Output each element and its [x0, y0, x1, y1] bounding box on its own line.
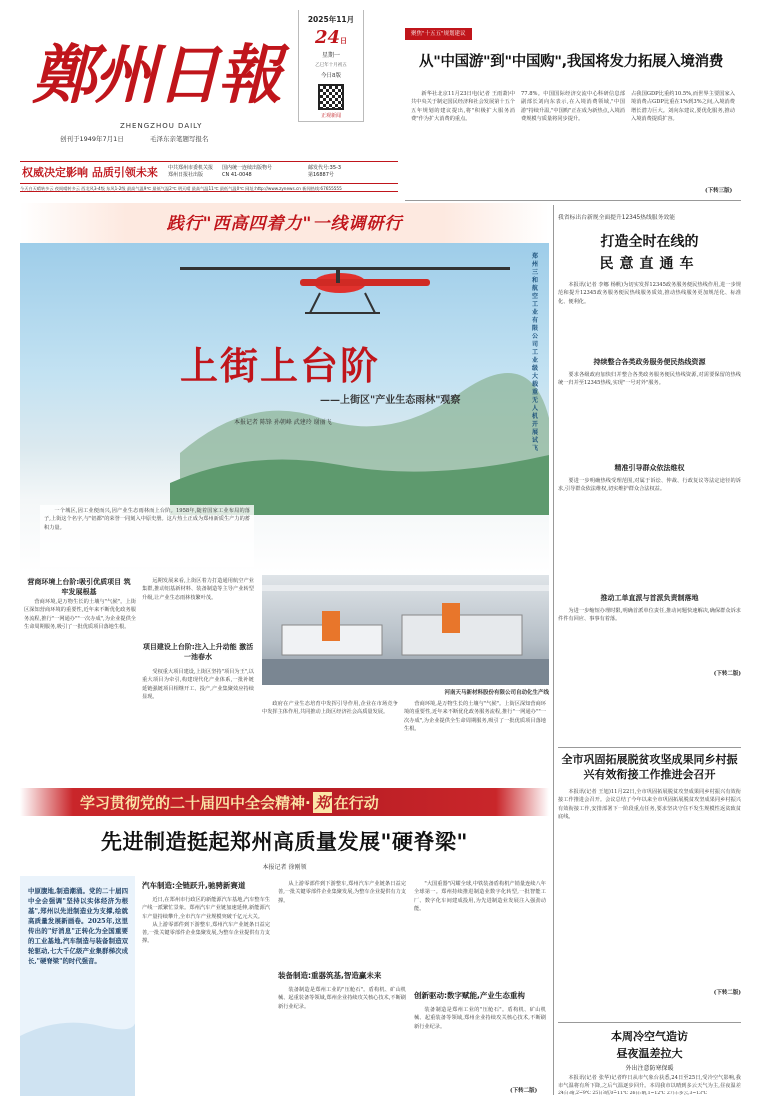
date-day: [299, 27, 363, 48]
feature-col-1: [24, 598, 136, 758]
masthead-char-4: 報: [218, 38, 280, 113]
masthead-org: [168, 165, 213, 179]
right-story-2: [558, 752, 741, 1018]
weather-body-text: 本报讯(记者 张华)记者昨日从市气象台获悉,24日至25日,受冷空气影响,我市气温将有所下降,之后气温逐步回升。本周我市以晴到多云天气为主,昼夜温差: [558, 1075, 741, 1089]
right-story-p2-text: 要求各级政府加快归并整合各类政务服务便民热线资源,对需要保留的热线统一归并至12345热线,实现"一号对外"服务。: [558, 372, 741, 387]
study-banner-stamp: 郑: [314, 794, 330, 812]
bottom-intro-text: 中原腹地,制造潮涌。党的二十届四中全会强调"坚持以实体经济为根基",郑州以先进制造业为支撑,绘就高质量发展新画卷。2025年,这里传出的"好消息"正转化为全国重要的工业基地,汽车制造与装备制造双轮驱动,七大千亿级产业集群梯次成长,"硬脊梁"的时代强音。: [28, 887, 128, 965]
bottom-sec1-heading: 汽车制造:全链跃升,驰骋新赛道: [142, 881, 246, 890]
right-story-2-title: 全市巩固拓展脱贫攻坚成果同乡村振兴有效衔接工作推进会召开: [561, 753, 738, 781]
cn-number: CN 41-0048: [222, 172, 252, 178]
weather-title-2: 昼夜温差拉大: [616, 1047, 683, 1060]
factory-scene: [262, 575, 549, 685]
org-line-2: 郑州日报社出版: [168, 172, 204, 178]
bottom-sec3: [414, 990, 546, 1001]
right-story-h2: 精准引导群众依法维权: [614, 464, 685, 472]
date-lunar: 乙巳年十月初五: [315, 63, 347, 68]
masthead-char-3: 日: [156, 38, 218, 113]
postal-code: 邮发代号:35-3: [308, 165, 342, 171]
masthead-pinyin: ZHENGZHOU DAILY: [120, 122, 203, 130]
bottom-col-2: [278, 986, 406, 1096]
right-story-p3: [558, 477, 741, 589]
weather-title-1: 本周冷空气造访: [611, 1030, 688, 1043]
feature-col4-text: 政府在产业生态培育中发挥引导作用,企业在市场竞争中发挥主体作用,共同推动上街区经济社会高质量发展。: [262, 701, 398, 716]
top-story-more[interactable]: (下转三版): [705, 188, 733, 194]
date-weekday: 星期一: [321, 52, 340, 59]
bottom-col3-text-b: 装备制造是郑州工业的"压舱石"。盾构机、矿山机械、起重装备等领域,郑州企业持续攻关核心技术,不断刷新行业纪录。: [414, 1007, 546, 1030]
date-day-unit: 日: [340, 36, 348, 45]
qr-label: 正观新闻: [320, 113, 341, 119]
qr-code[interactable]: [318, 84, 344, 110]
study-banner-text: 学习贯彻党的二十届四中全会精神·: [80, 794, 311, 812]
drone-icon: [180, 267, 510, 313]
masthead-registration: [222, 165, 272, 179]
bottom-sec2-heading: 装备制造:重器筑基,智造赢未来: [278, 971, 382, 980]
feature-kicker-bar: [20, 203, 549, 243]
feature-kicker: 践行"西高四着力"一线调研行: [166, 214, 403, 234]
top-story-tag: 聚焦"十五五"规划建议: [405, 28, 472, 40]
bottom-col-2-top: [278, 880, 406, 965]
date-pages: 今日8版: [321, 73, 341, 79]
right-divider-2: [558, 1022, 741, 1023]
top-story-c2: 77.8%。中国国际经济交流中心科研信息部副部长刘向东表示,在入境消费领域,"中国游"持续升温,"中国购"正在成为新热点,入境消费规模与质量将同步提升。: [521, 91, 625, 122]
weather-story: [558, 1028, 741, 1098]
bottom-headline: 先进制造挺起郑州高质量发展"硬脊梁": [101, 830, 468, 854]
masthead-rule: [20, 161, 398, 162]
masthead-title: [32, 16, 294, 136]
study-banner-text-wrap: [80, 792, 379, 813]
bottom-sec3-heading: 创新驱动:数字赋能,产业生态重构: [414, 991, 525, 1000]
feature-col-2: [142, 668, 254, 760]
right-story-title-2: 民意直通车: [599, 256, 700, 272]
feature-sec2: [142, 642, 254, 662]
bottom-col3-text: 装备制造是郑州工业的"压舱石"。盾构机、矿山机械、起重装备等领域,郑州企业持续攻关核心技术,不断刷新行业纪录。: [278, 987, 406, 1010]
right-story-h1: 持续整合各类政务服务便民热线资源: [593, 358, 706, 366]
feature-col-4: [404, 700, 546, 760]
right-story-p2: [558, 371, 741, 459]
feature-col2-text: 受权重大项目建设,上街区坚持"项目为王",以重大项目为牵引,构建现代化产业体系,一批补链延链强链项目相继开工、投产,产业集聚效应持续显现。: [142, 669, 254, 700]
top-story-col-1: [411, 90, 515, 190]
org-line-1: 中共郑州市委机关报: [168, 165, 214, 171]
masthead-char-2: 州: [94, 38, 156, 113]
bottom-col-3: [414, 1006, 546, 1086]
top-story-col-2: [521, 90, 625, 190]
weather-forecast: 24日:晴,2~9℃ 25日:晴,0~11℃ 26日:晴,1~12℃ 27日:多云,3~13℃: [558, 1091, 708, 1096]
feature-byline: 本报记者 陈锋 孙朝峰 武建玲 谢丽飞: [234, 419, 332, 426]
feature-col-2-top: [142, 577, 254, 639]
bottom-col-3-top: [414, 880, 546, 986]
factory-photo-caption: 河南天马新材料股份有限公司自动化生产线: [444, 690, 549, 696]
masthead-postal: [308, 165, 341, 179]
bottom-more[interactable]: (下转二版): [510, 1088, 538, 1094]
bottom-col-1: [142, 896, 270, 1096]
feature-col-3: [262, 700, 398, 760]
right-story-p1-text: 本报讯(记者 李娜 杨帆)为切实发挥12345政务服务便民热线作用,进一步规范和提升12345政务服务便民热线服务质效,推动热线服务更加规范化、标准化、便利化。: [558, 282, 741, 305]
weather-body: [558, 1074, 741, 1091]
top-story-c3: 占我国GDP比重约10.5%,而世界主要国家入境消费占GDP比重在1%到3%之间,入境消费增长潜力巨大。刘向东建议,要优化服务,推动入境消费提质扩容。: [631, 91, 735, 122]
right-story-p4: [558, 607, 741, 667]
date-box: [298, 10, 364, 122]
right-story-more[interactable]: (下转二版): [713, 671, 741, 677]
masthead: [20, 10, 412, 170]
factory-photo: [262, 575, 549, 685]
feature-sec1: [24, 577, 134, 597]
slogan: 权威决定影响 品质引领未来: [22, 166, 158, 179]
masthead-founded: 创刊于1949年7月1日: [60, 135, 124, 143]
feature-col1-text-b: 营商环境,是万物生长的土壤与"气候"。上街区深知营商环境的重要性,近年来不断优化政务服务流程,推行"一网通办""一次办成",为企业提供全生命周期服务,吸引了一批优质项目落地生根。: [404, 701, 546, 732]
feature-col3-text: 远期发展来看,上街区着力打造通用航空产业集群,推动铝基新材料、装备制造等主导产业转型升级,让产业生态雨林枝繁叶茂。: [142, 578, 254, 601]
top-story-col-3: [631, 90, 735, 190]
top-story-lead: 新华社北京11月23日电(记者 王雨萧)中共中央关于制定国民经济和社会发展第十五个五年规划的建议提出,将"积极扩大服务消费"作为扩大消费的重点。: [411, 91, 515, 122]
top-story-title: 从"中国游"到"中国购",我国将发力拓展入境消费: [419, 54, 724, 70]
bottom-col4-text: "大国重器"闪耀全球,中铁装备盾构机产销量连续八年全球第一。郑州持续推进制造业数字化转型,一批智能工厂、数字化车间建成投用,为先进制造业发展注入强劲动能。: [414, 881, 546, 912]
right-story-p4-text: 为进一步缩短办理时限,明确首派单位责任,推动问题快速解决,确保群众诉求件件有回应、事事有着落。: [558, 608, 741, 623]
feature-lead: 一个城区,因工业便而兴,因产业生态雨林而上台阶。1958年,随着国家工业布局的落子,上街这个名字,与"铝都"的荣誉一同刻入中原史册。这片热土正成为郑州新质生产力的蓄积力量。: [44, 508, 250, 531]
masthead-char-1: 鄭: [32, 38, 94, 113]
right-story-p3-text: 要进一步明确热线受理范围,对属于诉讼、仲裁、行政复议等法定途径的诉求,引导群众依法维权,切实维护群众合法权益。: [558, 478, 741, 493]
column-divider: [553, 205, 554, 1095]
right-divider-1: [558, 747, 741, 748]
right-story: [558, 212, 741, 742]
date-day-number: 24: [314, 27, 341, 48]
bottom-col2-text: 从上游零部件到下游整车,郑州汽车产业链条日益完善,一批关键零部件企业集聚发展,为整车企业提供有力支撑。: [142, 921, 270, 945]
bottom-byline: 本报记者 徐刚领: [262, 864, 307, 871]
feature-sec2-heading: 项目建设上台阶:注入上升动能 激活一池春水: [142, 643, 254, 661]
right-story-h3: 推动工单直派与首派负责制落地: [600, 594, 699, 602]
feature-lead-box: [40, 505, 254, 567]
right-story-2-more[interactable]: (下转二版): [713, 990, 741, 996]
bottom-sec2: [278, 970, 406, 981]
bottom-col2-text-b: 从上游零部件到下游整车,郑州汽车产业链条日益完善,一批关键零部件企业集聚发展,为整车企业提供有力支撑。: [278, 881, 406, 904]
feature-col1-text: 营商环境,是万物生长的土壤与"气候"。上街区深知营商环境的重要性,近年来不断优化政务服务流程,推行"一网通办""一次办成",为企业提供全生命周期服务,吸引了一批优质项目落地生根。: [24, 599, 136, 630]
right-story-title-1: 打造全时在线的: [600, 234, 699, 250]
bottom-sec1: [142, 880, 270, 891]
feature-sec1-heading: 营商环境上台阶:吸引优质项目 筑牢发展根基: [27, 578, 131, 596]
feature-subtitle: ——上街区"产业生态雨林"观察: [320, 395, 461, 406]
right-story-kicker: 我省标出台新规全面提升12345热线服务效能: [558, 215, 675, 221]
study-banner-tail: 在行动: [333, 794, 379, 812]
bottom-col1-text: 近日,在郑州市行政区的新能源汽车基地,汽车整车生产线一派繁忙景象。郑州汽车产业链加速延伸,新能源汽车产量持续攀升,全市汽车产业规模突破千亿元大关。: [142, 897, 270, 920]
ticker: 今天白天晴转多云 夜间晴转多云 西北风3-4级 东风1-2级 最高气温9℃ 最低气温2℃ 明天晴 最高气温11℃ 最低气温0℃ 网址:http://www.zynews.cn 新闻热线:67655555: [20, 183, 398, 192]
date-year-month: 2025年11月: [307, 15, 355, 24]
right-story-2-text: 本报讯(记者 王旭)11月22日,全市巩固拓展脱贫攻坚成果同乡村振兴有效衔接工作推进会召开。会议总结了今年以来全市巩固拓展脱贫攻坚成果同乡村振兴有效衔接工作,安排部署下一阶段重点任务,要求坚决守住不发生规模性返贫致贫底线。: [558, 789, 741, 820]
bottom-intro-box: [20, 876, 135, 1096]
masthead-inscription: 毛泽东亲笔题写报名: [150, 135, 209, 143]
top-divider: [405, 200, 741, 201]
right-story-2-body: [558, 788, 741, 988]
feature-headline: 上街上台阶: [180, 343, 381, 388]
study-banner: [20, 788, 549, 816]
weather-subtitle: 外出注意防寒保暖: [625, 1065, 674, 1072]
issue-number: 第16887号: [308, 172, 334, 178]
right-story-p1: [558, 281, 741, 353]
issn-label: 国内统一连续出版物号: [222, 165, 273, 171]
hero-vertical-caption: 郑州三和航空工业有限公司工业级大载重无人机开展试飞: [532, 253, 539, 452]
hero-photo: [20, 243, 549, 573]
top-story: [405, 28, 741, 196]
